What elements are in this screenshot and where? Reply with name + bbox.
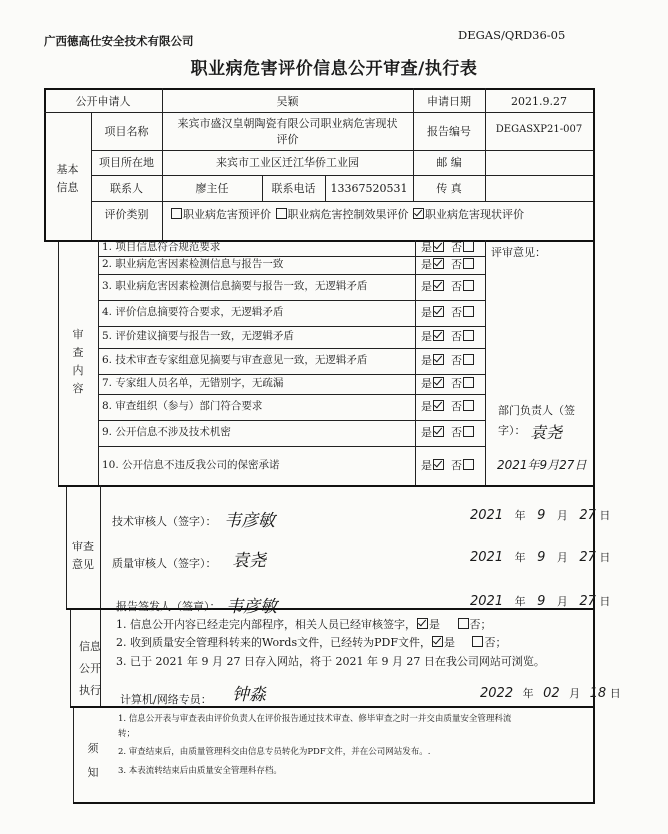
eval-type-options: 职业病危害预评价 职业病危害控制效果评价 职业病危害现状评价 (170, 208, 524, 221)
notes-section-label-2: 知 (87, 766, 99, 779)
contact-label: 联系人 (110, 182, 143, 195)
review-yes-checkbox[interactable] (433, 306, 444, 317)
review-no-checkbox[interactable] (463, 459, 474, 470)
dept-head-signature: 袁尧 (530, 423, 563, 442)
review-item-yes-no: 是 否 (421, 280, 475, 293)
company-name: 广西德高仕安全技术有限公司 (44, 34, 194, 48)
page-title: 职业病危害评价信息公开审查/执行表 (190, 59, 478, 79)
location: 来宾市工业区迁江华侨工业园 (216, 156, 359, 169)
exec-line-3: 3. 已于 2021 年 9 月 27 日存入网站，将于 2021 年 9 月 27 日在我公司网站可浏览。 (116, 655, 545, 668)
review-yes-checkbox[interactable] (433, 377, 444, 388)
review-item-label: 2. 职业病危害因素检测信息与报告一致 (102, 258, 284, 270)
review-yes-checkbox[interactable] (433, 241, 444, 252)
tech-reviewer-label: 技术审核人（签字）： (112, 515, 217, 528)
basic-section-label-2: 信息 (56, 181, 79, 194)
review-section-label-1: 审 (72, 328, 84, 341)
exec-line1-no-checkbox[interactable] (458, 618, 469, 629)
review-no-checkbox[interactable] (463, 377, 474, 388)
tech-reviewer-signature: 韦彦敏 (224, 511, 275, 531)
exec-line-2: 2. 收到质量安全管理科转来的Words文件，已经转为PDF文件， 是 否； (116, 636, 507, 649)
review-yes-checkbox[interactable] (433, 400, 444, 411)
review-item-yes-no: 是 否 (421, 258, 475, 271)
review-item-yes-no: 是 否 (421, 330, 475, 343)
opinion-section-label-1: 审查 (72, 540, 94, 553)
dept-head-label-1: 部门负责人（签 (498, 404, 575, 417)
review-item-label: 3. 职业病危害因素检测信息摘要与报告一致，无逻辑矛盾 (102, 280, 368, 292)
project-name-line1: 来宾市盛汉皇朝陶瓷有限公司职业病危害现状 (177, 117, 398, 130)
issue-date: 2021 年 9 月 27 日 (470, 594, 611, 609)
review-yes-checkbox[interactable] (433, 258, 444, 269)
exec-section-label-3: 执行 (79, 684, 101, 697)
review-no-checkbox[interactable] (463, 330, 474, 341)
review-item-yes-no: 是 否 (421, 400, 475, 413)
review-item-yes-no: 是 否 (421, 241, 475, 254)
exec-line-1: 1. 信息公开内容已经走完内部程序，相关人员已经审核签字， 是 否； (116, 618, 492, 631)
report-no-label: 报告编号 (427, 125, 471, 138)
apply-date: 2021.9.27 (511, 95, 567, 108)
review-item-label: 9. 公开信息不涉及技术机密 (102, 426, 231, 438)
opinion-section-label-2: 意见 (72, 558, 94, 571)
document-code: DEGAS/QRD36-05 (458, 28, 566, 42)
review-yes-checkbox[interactable] (433, 330, 444, 341)
web-specialist-label: 计算机/网络专员： (120, 693, 212, 706)
location-label: 项目所在地 (99, 156, 154, 169)
eval-type-checkbox-1[interactable] (276, 208, 287, 219)
contact-name: 廖主任 (195, 182, 229, 195)
review-no-checkbox[interactable] (463, 258, 474, 269)
basic-section-label-1: 基本 (56, 163, 79, 176)
issuer-signature: 韦彦敏 (226, 597, 277, 617)
note-item-2: 2. 审查结束后，由质量管理科交由信息专员转化为PDF文件，并在公司网站发布。. (118, 747, 431, 757)
note-item-1: 1. 信息公开表与审查表由评价负责人在评价报告通过技术审查、修毕审查之时一并交由质量安全管理科流 (118, 714, 512, 724)
review-yes-checkbox[interactable] (433, 426, 444, 437)
fax-label: 传 真 (436, 182, 462, 195)
review-section-label-3: 内 (72, 364, 84, 377)
review-item-yes-no: 是 否 (421, 459, 475, 472)
exec-section-label-2: 公开 (79, 662, 101, 675)
review-yes-checkbox[interactable] (433, 280, 444, 291)
review-no-checkbox[interactable] (463, 426, 474, 437)
apply-date-label: 申请日期 (427, 95, 471, 108)
review-item-label: 1. 项目信息符合规范要求 (102, 241, 221, 253)
review-no-checkbox[interactable] (463, 241, 474, 252)
review-item-yes-no: 是 否 (421, 377, 475, 390)
review-no-checkbox[interactable] (463, 400, 474, 411)
review-opinion-label: 评审意见： (491, 246, 546, 259)
applicant-label: 公开申请人 (75, 95, 131, 108)
review-item-label: 4. 评价信息摘要符合要求，无逻辑矛盾 (102, 306, 284, 318)
exec-section-label-1: 信息 (79, 640, 101, 653)
web-publish-date: 2022 年 02 月 18 日 (480, 686, 621, 701)
review-no-checkbox[interactable] (463, 306, 474, 317)
postcode-label: 邮 编 (436, 156, 462, 169)
quality-reviewer-label: 质量审核人（签字）： (112, 557, 217, 570)
notes-section-label-1: 须 (87, 742, 99, 755)
review-section-label-4: 容 (72, 382, 84, 395)
applicant-name: 吴颖 (276, 95, 299, 108)
eval-type-checkbox-0[interactable] (171, 208, 182, 219)
review-item-yes-no: 是 否 (421, 306, 475, 319)
web-specialist-signature: 钟淼 (232, 685, 266, 705)
review-item-label: 8. 审查组织（参与）部门符合要求 (102, 400, 263, 412)
phone-number: 13367520531 (330, 182, 408, 195)
dept-head-date: 2021年9月27日 (497, 458, 587, 472)
project-name-label: 项目名称 (104, 125, 149, 138)
note-item-3: 3. 本表流转结束后由质量安全管理科存档。 (118, 766, 282, 776)
review-item-label: 6. 技术审查专家组意见摘要与审查意见一致，无逻辑矛盾 (102, 354, 368, 366)
review-item-label: 10. 公开信息不违反我公司的保密承诺 (102, 458, 280, 471)
exec-line1-yes-checkbox[interactable] (417, 618, 428, 629)
review-yes-checkbox[interactable] (433, 459, 444, 470)
review-item-label: 7. 专家组人员名单，无错别字，无疏漏 (102, 377, 284, 389)
note-item-1-cont: 转； (118, 729, 136, 739)
review-yes-checkbox[interactable] (433, 354, 444, 365)
review-no-checkbox[interactable] (463, 280, 474, 291)
report-no: DEGASXP21-007 (495, 124, 583, 135)
review-item-yes-no: 是 否 (421, 354, 475, 367)
quality-reviewer-signature: 袁尧 (232, 551, 266, 571)
project-name-line2: 评价 (276, 133, 299, 146)
eval-type-checkbox-2[interactable] (413, 208, 424, 219)
issuer-label: 报告签发人（签章）： (116, 600, 221, 613)
review-no-checkbox[interactable] (463, 354, 474, 365)
review-item-label: 5. 评价建议摘要与报告一致，无逻辑矛盾 (102, 330, 294, 342)
exec-line2-no-checkbox[interactable] (472, 636, 483, 647)
review-item-yes-no: 是 否 (421, 426, 475, 439)
quality-review-date: 2021 年 9 月 27 日 (470, 550, 611, 565)
eval-type-label: 评价类别 (104, 208, 149, 221)
exec-line2-yes-checkbox[interactable] (432, 636, 443, 647)
dept-head-label-2: 字）： (498, 424, 526, 437)
phone-label: 联系电话 (271, 182, 316, 195)
review-section-label-2: 查 (72, 346, 84, 359)
tech-review-date: 2021 年 9 月 27 日 (470, 508, 611, 523)
